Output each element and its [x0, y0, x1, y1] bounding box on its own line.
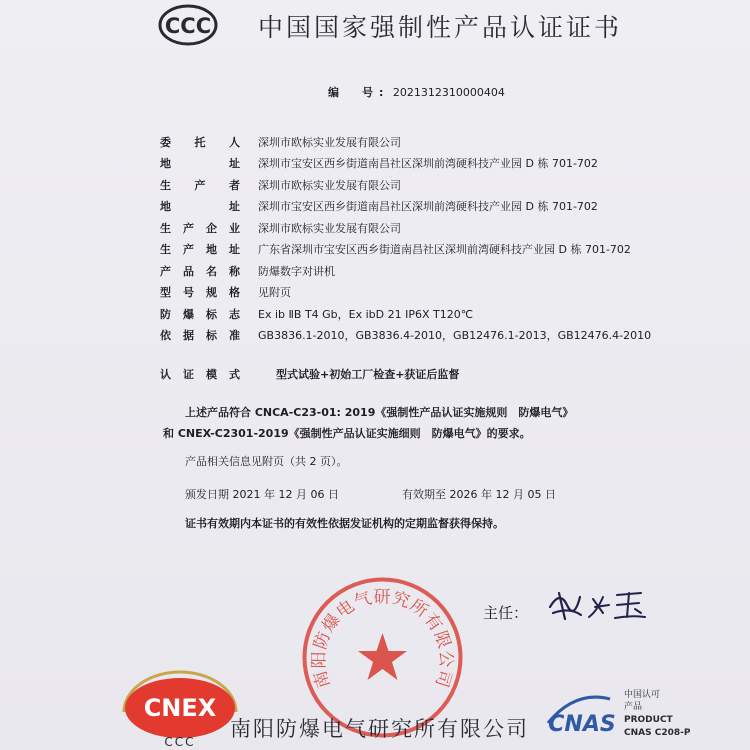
svg-text:CNEX: CNEX — [143, 694, 217, 722]
field-label — [160, 220, 240, 236]
field-label-char: 格 — [229, 286, 240, 300]
svg-text:南阳防爆电气研究所有限公司: 南阳防爆电气研究所有限公司 — [309, 587, 456, 691]
field-label-char: 爆 — [183, 307, 194, 321]
field-label — [160, 263, 240, 279]
field-label-char: 企 — [206, 221, 217, 235]
certificate-title: 中国国家强制性产品认证证书 — [258, 13, 623, 42]
field-value: 深圳市宝安区西乡街道南昌社区深圳前湾硬科技产业园 D 栋 701-702 — [258, 157, 598, 171]
field-row — [160, 239, 700, 261]
cert-no-label: 编 号: — [328, 86, 390, 99]
attachment-note: 产品相关信息见附页（共 2 页）。 — [185, 455, 348, 468]
issue-date: 颁发日期 2021 年 12 月 06 日 — [185, 488, 339, 501]
field-label-char: 式 — [229, 368, 240, 381]
field-label-char: 称 — [229, 264, 240, 278]
certificate-number — [328, 84, 505, 100]
field-label-char: 托 — [194, 135, 206, 149]
field-label — [160, 284, 240, 300]
field-row — [160, 153, 700, 175]
field-value: 广东省深圳市宝安区西乡街道南昌社区深圳前湾硬科技产业园 D 栋 701-702 — [258, 243, 631, 257]
field-label — [160, 306, 240, 322]
field-label-char: 防 — [160, 307, 171, 321]
compliance-text-1: 上述产品符合 CNCA-C23-01: 2019《强制性产品认证实施规则 防爆电气》 — [185, 406, 574, 419]
field-label-char: 生 — [160, 243, 171, 257]
field-label — [160, 177, 240, 193]
field-row — [160, 196, 700, 218]
field-value: Ex ib ⅡB T4 Gb，Ex ibD 21 IP6X T120℃ — [258, 307, 474, 321]
field-label — [160, 198, 240, 214]
field-label-char: 产 — [194, 178, 206, 192]
seal-star-icon — [358, 633, 407, 680]
field-label-char: 生 — [160, 178, 171, 192]
field-label-char: 认 — [160, 368, 171, 381]
field-label-char: 址 — [229, 157, 240, 171]
compliance-text-2: 和 CNEX-C2301-2019《强制性产品认证实施细则 防爆电气》的要求。 — [163, 427, 531, 440]
svg-text:CNAS C208-P: CNAS C208-P — [624, 728, 691, 738]
field-label-char: 标 — [206, 329, 217, 343]
field-row — [160, 260, 700, 282]
cnex-logo — [120, 670, 240, 750]
field-label-char: 志 — [229, 307, 240, 321]
field-row — [160, 325, 700, 347]
field-value: GB3836.1-2010，GB3836.4-2010，GB12476.1-2013，GB12476.4-2010 — [258, 329, 652, 343]
director-label: 主任： — [483, 604, 529, 622]
field-label-char: 型 — [160, 286, 171, 300]
cnas-logo — [540, 685, 745, 745]
field-label-char: 人 — [229, 135, 240, 149]
field-label-char: 委 — [160, 135, 171, 149]
field-label-char: 模 — [206, 368, 217, 381]
svg-text:CNAS: CNAS — [548, 712, 616, 737]
field-label-char: 准 — [229, 329, 240, 343]
field-label-char: 地 — [160, 200, 171, 214]
field-label-char: 址 — [229, 243, 240, 257]
field-label-char: 品 — [183, 264, 194, 278]
field-label — [160, 134, 240, 150]
field-label-char: 证 — [183, 368, 194, 381]
validity-note: 证书有效期内本证书的有效性依据发证机构的定期监督获得保持。 — [185, 517, 504, 530]
field-label — [160, 241, 240, 257]
field-row — [160, 303, 700, 325]
field-label-char: 依 — [160, 329, 171, 343]
field-label-char: 标 — [206, 307, 217, 321]
svg-text:中国认可: 中国认可 — [624, 690, 661, 700]
svg-text:CCC: CCC — [164, 14, 212, 38]
field-label-char: 地 — [206, 243, 217, 257]
svg-text:PRODUCT: PRODUCT — [624, 715, 673, 725]
field-value: 深圳市宝安区西乡街道南昌社区深圳前湾硬科技产业园 D 栋 701-702 — [258, 200, 598, 214]
field-label-char: 产 — [183, 243, 194, 257]
field-value: 深圳市欧标实业发展有限公司 — [258, 178, 401, 192]
field-label-char: 者 — [229, 178, 240, 192]
field-label-char: 业 — [229, 221, 240, 235]
svg-text:CCC: CCC — [164, 735, 196, 749]
field-label-char: 产 — [160, 264, 171, 278]
field-row — [160, 131, 700, 153]
field-label-char: 地 — [160, 157, 171, 171]
svg-text:产品: 产品 — [624, 702, 643, 712]
field-label-char: 址 — [229, 200, 240, 214]
certification-mode-row — [160, 366, 459, 382]
institute-name: 南阳防爆电气研究所有限公司 — [230, 717, 529, 741]
certification-mode-value: 型式试验+初始工厂检查+获证后监督 — [276, 368, 460, 381]
field-value: 防爆数字对讲机 — [258, 264, 335, 278]
valid-until-date: 有效期至 2026 年 12 月 05 日 — [402, 488, 556, 501]
ccc-logo-icon — [158, 4, 218, 46]
field-label-char: 规 — [206, 286, 217, 300]
field-label — [160, 366, 240, 382]
cert-no-value: 2021312310000404 — [392, 86, 505, 99]
field-label-char: 号 — [183, 286, 194, 300]
certificate-fields — [160, 131, 700, 346]
field-row — [160, 282, 700, 304]
field-label-char: 生 — [160, 221, 171, 235]
field-row — [160, 174, 700, 196]
field-label-char: 名 — [206, 264, 217, 278]
field-value: 见附页 — [258, 286, 291, 300]
field-value: 深圳市欧标实业发展有限公司 — [258, 221, 401, 235]
field-label-char: 据 — [183, 329, 194, 343]
field-label — [160, 327, 240, 343]
field-row — [160, 217, 700, 239]
director-signature — [545, 585, 655, 625]
field-label-char: 产 — [183, 221, 194, 235]
field-value: 深圳市欧标实业发展有限公司 — [258, 135, 401, 149]
field-label — [160, 155, 240, 171]
